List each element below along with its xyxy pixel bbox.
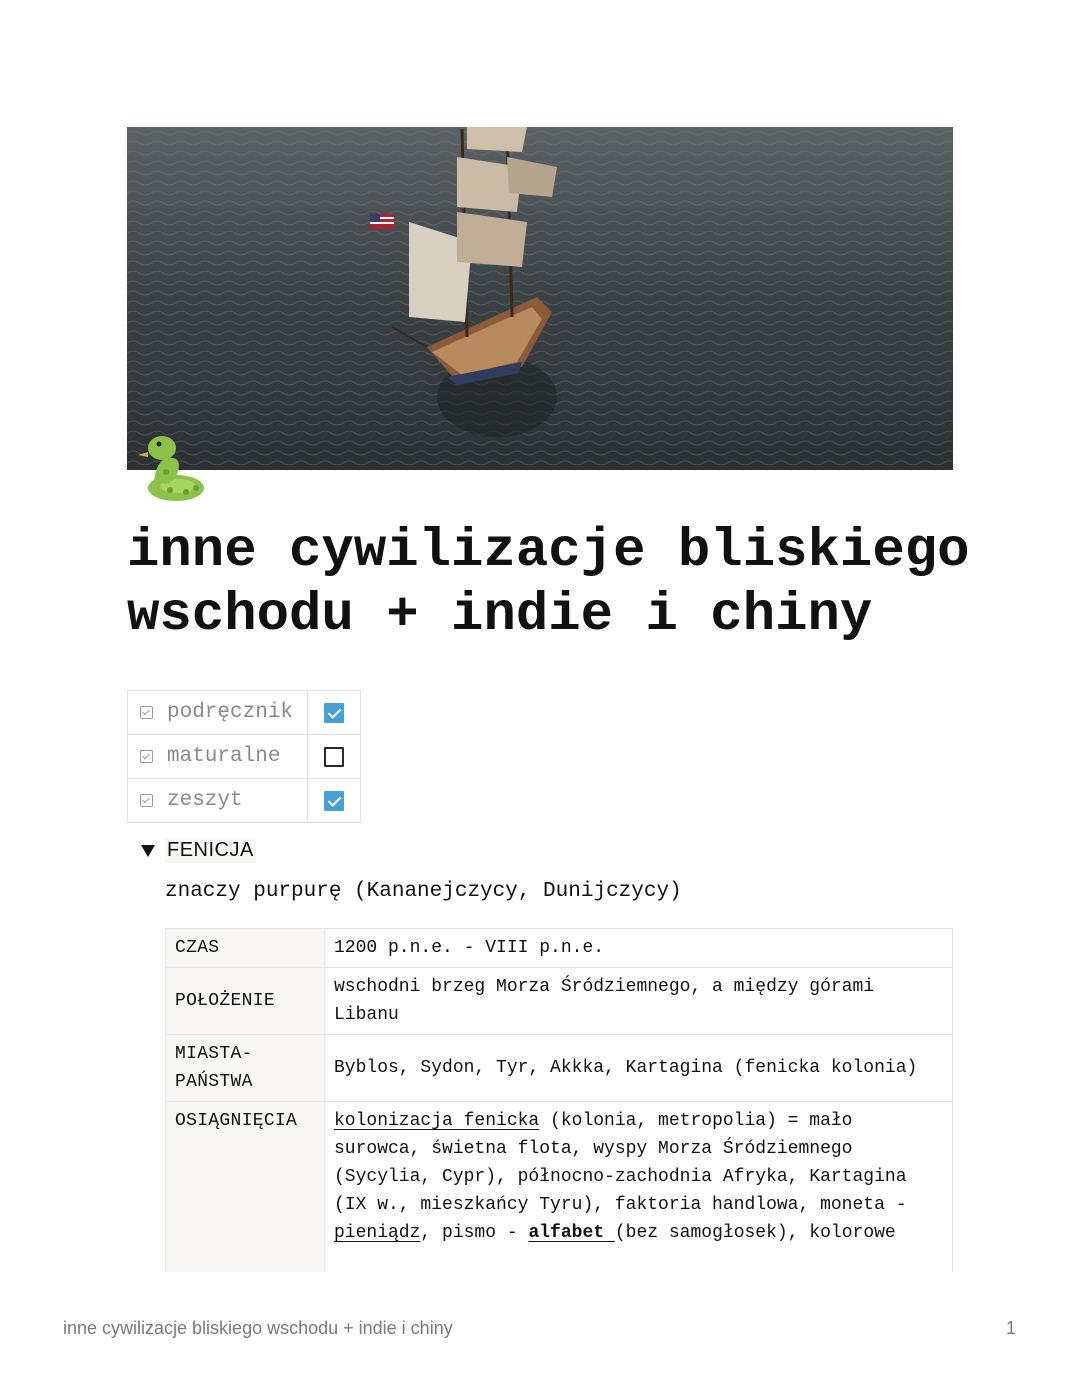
row-key-line-1: MIASTA- [175, 1044, 253, 1064]
page-title [127, 520, 1007, 648]
row-value: 1200 p.n.e. - VIII p.n.e. [325, 929, 953, 968]
table-row-osiagniecia [166, 1102, 953, 1273]
row-key [166, 1035, 325, 1102]
table-row-polozenie [166, 968, 953, 1035]
property-row-maturalne [128, 735, 361, 779]
triangle-down-icon[interactable] [141, 845, 155, 857]
ship-photo [127, 127, 953, 470]
table-row-miasta-panstwa [166, 1035, 953, 1102]
table-row-czas [166, 929, 953, 968]
maturalne-checkbox[interactable] [324, 747, 344, 767]
row-key: POŁOŻENIE [166, 968, 325, 1035]
bold-underlined-term: alfabet [528, 1223, 615, 1243]
row-value: Byblos, Sydon, Tyr, Akkka, Kartagina (fenicka kolonia) [325, 1035, 953, 1102]
property-label: podręcznik [167, 701, 294, 724]
properties-table [127, 690, 361, 823]
row-value [325, 1102, 953, 1273]
page-title-line-2: wschodu + indie i chiny [127, 585, 873, 646]
page-title-line-1: inne cywilizacje bliskiego [127, 521, 970, 582]
value-text: (kolonia, metropolia) = mało surowca, świetna flota, wyspy Morza Śródziemnego (Sycylia, Cypr), północno-zachodnia Afryka, Kartagina (IX w., mieszkańcy Tyru), faktoria handlowa, moneta - [334, 1111, 907, 1215]
property-row-podrecznik [128, 691, 361, 735]
zeszyt-checkbox[interactable] [324, 791, 344, 811]
toggle-fenicja[interactable] [141, 838, 256, 863]
property-label: maturalne [167, 745, 281, 768]
footer-page-number: 1 [1006, 1318, 1017, 1338]
value-text: , pismo - [420, 1223, 529, 1243]
underlined-term: pieniądz [334, 1223, 421, 1243]
cover-image [127, 127, 953, 470]
checkbox-property-icon [140, 750, 153, 763]
snake-page-icon[interactable] [136, 430, 208, 506]
row-key-line-2: PAŃSTWA [175, 1072, 253, 1092]
checkbox-property-icon [140, 794, 153, 807]
underlined-term: kolonizacja fenicka [334, 1111, 540, 1131]
fenicja-table [165, 928, 953, 1272]
podrecznik-checkbox[interactable] [324, 703, 344, 723]
checkbox-property-icon [140, 706, 153, 719]
property-row-zeszyt [128, 779, 361, 823]
section-subtitle: znaczy purpurę (Kananejczycy, Dunijczycy) [165, 880, 682, 903]
value-text: (bez samogłosek), kolorowe [614, 1223, 896, 1243]
row-key: CZAS [166, 929, 325, 968]
row-value: wschodni brzeg Morza Śródziemnego, a między górami Libanu [325, 968, 953, 1035]
row-key: OSIĄGNIĘCIA [166, 1102, 325, 1273]
toggle-label: FENICJA [167, 839, 254, 861]
footer-title: inne cywilizacje bliskiego wschodu + indie i chiny [63, 1318, 453, 1338]
property-label: zeszyt [167, 789, 243, 812]
